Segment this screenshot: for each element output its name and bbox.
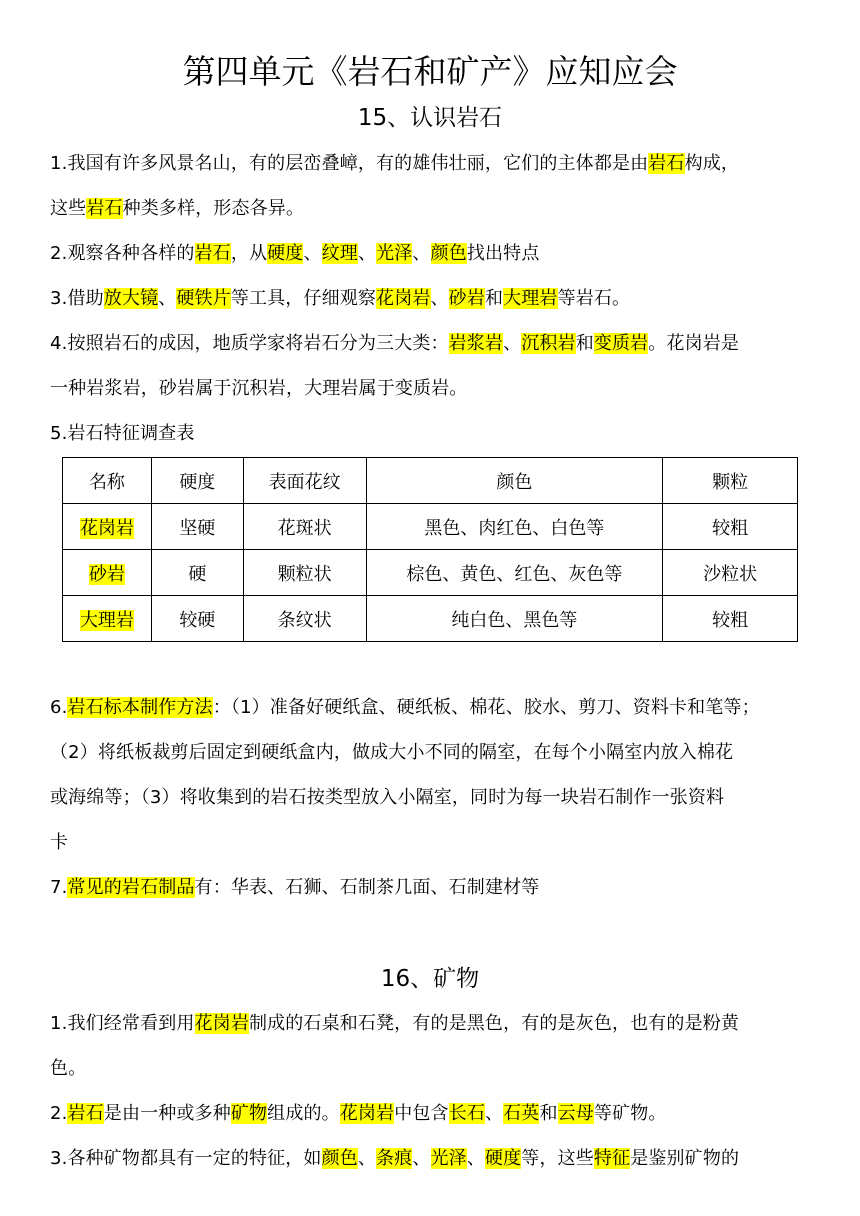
text-run: ：（1）准备好硬纸盒、硬纸板、棉花、胶水、剪刀、资料卡和笔等；	[212, 697, 760, 718]
text-run: 2.观察各种各样的	[50, 243, 195, 264]
paragraph-item	[50, 1136, 812, 1181]
table-cell: 颗粒状	[243, 550, 366, 596]
text-run: 等工具，仔细观察	[230, 288, 377, 309]
text-run: 6.	[50, 697, 68, 718]
highlighted-term: 长石	[448, 1103, 485, 1124]
text-line	[50, 1046, 812, 1091]
text-run: ，从	[230, 243, 268, 264]
text-run: 、	[485, 1103, 504, 1124]
text-line	[50, 366, 812, 411]
text-run: 、	[357, 1148, 377, 1169]
table-header-row	[63, 458, 798, 504]
table-cell: 坚硬	[151, 504, 243, 550]
highlighted-term: 岩石标本制作方法	[67, 697, 213, 718]
text-run: 色。	[50, 1058, 87, 1079]
text-run: 是由一种或多种	[103, 1103, 231, 1124]
text-run: 这些	[50, 198, 87, 219]
text-run: 等矿物。	[593, 1103, 667, 1124]
text-run: 、	[357, 243, 377, 264]
table-cell: 纯白色、黑色等	[366, 596, 663, 642]
text-line	[50, 411, 812, 456]
text-line	[50, 321, 812, 366]
text-run: 、	[158, 288, 177, 309]
text-run: 组成的。	[267, 1103, 340, 1124]
text-run: 、	[430, 288, 449, 309]
text-run: 、	[412, 243, 431, 264]
table-cell-rock-name	[63, 550, 152, 596]
text-run: 、	[466, 1148, 485, 1169]
highlighted-term: 条痕	[376, 1148, 413, 1169]
table-row	[63, 550, 798, 596]
text-run: 。花岗岩是	[648, 333, 740, 354]
text-run: 1.我国有许多风景名山，有的层峦叠嶂，有的雄伟壮丽，它们的主体都是由	[50, 153, 649, 174]
highlighted-term: 石英	[503, 1103, 540, 1124]
highlighted-term: 花岗岩	[339, 1103, 395, 1124]
table-header-cell: 表面花纹	[243, 458, 366, 504]
highlighted-term: 光泽	[430, 1148, 467, 1169]
text-run: 、	[303, 243, 322, 264]
text-run: 是鉴别矿物的	[630, 1148, 740, 1169]
text-run: 4.按照岩石的成因，地质学家将岩石分为三大类：	[50, 333, 449, 354]
paragraph-item	[50, 231, 812, 276]
text-run: （2）将纸板裁剪后固定到硬纸盒内，做成大小不同的隔室，在每个小隔室内放入棉花	[50, 742, 734, 763]
table-row	[63, 596, 798, 642]
highlighted-term: 岩石	[648, 153, 685, 174]
text-run: 3.借助	[50, 288, 104, 309]
text-line	[50, 1091, 812, 1136]
table-cell: 条纹状	[243, 596, 366, 642]
text-run: 或海绵等；（3）将收集到的岩石按类型放入小隔室，同时为每一块岩石制作一张资料	[50, 787, 725, 808]
highlighted-term: 花岗岩	[194, 1013, 249, 1034]
paragraph-item	[50, 685, 812, 865]
text-run: 1.我们经常看到用	[50, 1013, 195, 1034]
highlighted-term: 花岗岩	[376, 288, 431, 309]
text-run: 和	[539, 1103, 558, 1124]
paragraph-item	[50, 865, 812, 910]
table-cell: 棕色、黄色、红色、灰色等	[366, 550, 663, 596]
table-cell: 黑色、肉红色、白色等	[366, 504, 663, 550]
highlighted-term: 光泽	[376, 243, 413, 264]
table-header-cell: 颜色	[366, 458, 663, 504]
highlighted-term: 纹理	[321, 243, 358, 264]
paragraph-item	[50, 411, 812, 456]
text-line	[50, 820, 812, 865]
text-run: 7.	[50, 877, 68, 898]
text-run: 3.各种矿物都具有一定的特征，如	[50, 1148, 322, 1169]
text-line	[50, 1136, 812, 1181]
table-cell-rock-name	[63, 596, 152, 642]
paragraph-item	[50, 321, 812, 411]
text-run: 种类多样，形态各异。	[122, 198, 305, 219]
text-line	[50, 685, 812, 730]
text-line	[50, 141, 812, 186]
table-header-cell: 颗粒	[663, 458, 798, 504]
text-run: 找出特点	[466, 243, 540, 264]
text-run: 2.	[50, 1103, 68, 1124]
highlighted-term: 特征	[593, 1148, 631, 1169]
highlighted-term: 砂岩	[448, 288, 485, 309]
highlighted-term: 硬度	[484, 1148, 522, 1169]
text-run: 和	[575, 333, 594, 354]
table-row	[63, 504, 798, 550]
highlighted-term: 沉积岩	[521, 333, 576, 354]
text-line	[50, 1001, 812, 1046]
table-header-cell: 名称	[63, 458, 152, 504]
table-cell: 较粗	[663, 596, 798, 642]
section-heading-rocks: 15、认识岩石	[357, 105, 503, 131]
text-run: 等，这些	[521, 1148, 594, 1169]
text-run: 一种岩浆岩，砂岩属于沉积岩，大理岩属于变质岩。	[50, 378, 468, 399]
highlighted-rock-name: 花岗岩	[79, 517, 134, 539]
text-run: 制成的石桌和石凳，有的是黑色，有的是灰色，也有的是粉黄	[248, 1013, 740, 1034]
paragraph-item	[50, 1001, 812, 1091]
text-run: 卡	[50, 832, 69, 853]
table-cell: 较硬	[151, 596, 243, 642]
highlighted-term: 矿物	[230, 1103, 268, 1124]
highlighted-term: 放大镜	[103, 288, 159, 309]
text-run: 中包含	[394, 1103, 449, 1124]
highlighted-term: 大理岩	[503, 288, 558, 309]
highlighted-rock-name: 砂岩	[88, 563, 125, 585]
highlighted-rock-name: 大理岩	[79, 609, 134, 631]
highlighted-term: 常见的岩石制品	[67, 877, 195, 898]
highlighted-term: 岩石	[86, 198, 123, 219]
highlighted-term: 云母	[557, 1103, 594, 1124]
text-run: 、	[503, 333, 522, 354]
text-line	[50, 865, 812, 910]
section-heading-minerals: 16、矿物	[380, 966, 480, 992]
text-run: 构成，	[684, 153, 740, 174]
highlighted-term: 颜色	[321, 1148, 358, 1169]
text-run: 和	[484, 288, 504, 309]
text-line	[50, 730, 812, 775]
table-header-cell: 硬度	[151, 458, 243, 504]
paragraph-item	[50, 141, 812, 231]
highlighted-term: 颜色	[430, 243, 467, 264]
text-run: 5.岩石特征调查表	[50, 423, 195, 444]
text-line	[50, 775, 812, 820]
text-line	[50, 186, 812, 231]
paragraph-item	[50, 1091, 812, 1136]
text-line	[50, 276, 812, 321]
paragraph-item	[50, 276, 812, 321]
table-cell: 硬	[151, 550, 243, 596]
rock-features-table	[62, 457, 798, 642]
text-run: 、	[412, 1148, 431, 1169]
text-line	[50, 231, 812, 276]
table-cell: 较粗	[663, 504, 798, 550]
text-run: 有：华表、石狮、石制茶几面、石制建材等	[194, 877, 540, 898]
highlighted-term: 硬铁片	[176, 288, 231, 309]
highlighted-term: 硬度	[267, 243, 304, 264]
highlighted-term: 岩石	[194, 243, 231, 264]
highlighted-term: 岩浆岩	[448, 333, 504, 354]
table-cell: 花斑状	[243, 504, 366, 550]
table-cell-rock-name	[63, 504, 152, 550]
highlighted-term: 岩石	[67, 1103, 104, 1124]
document-title: 第四单元《岩石和矿产》应知应会	[182, 52, 678, 91]
highlighted-term: 变质岩	[593, 333, 649, 354]
text-run: 等岩石。	[557, 288, 631, 309]
table-cell: 沙粒状	[663, 550, 798, 596]
